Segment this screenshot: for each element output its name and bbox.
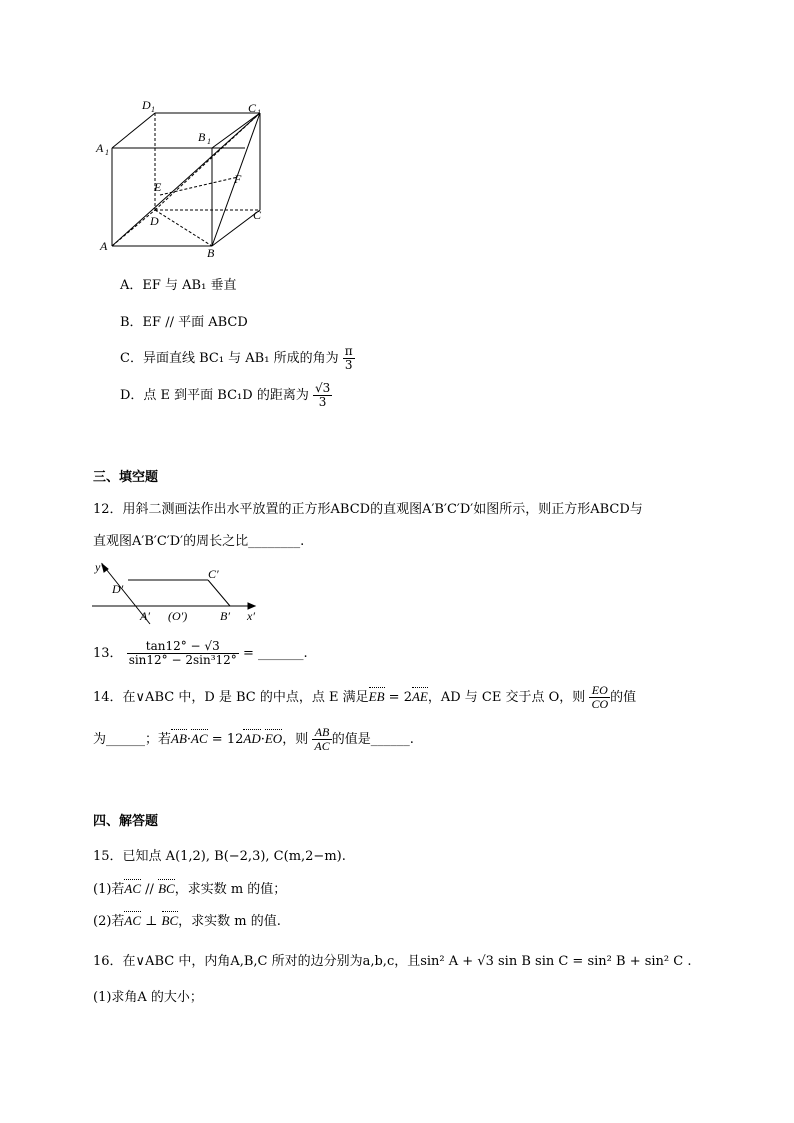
label-O-prime: (O′) xyxy=(168,609,188,623)
section-title-answer: 四、解答题 xyxy=(93,814,159,829)
q12-line1: 12．用斜二测画法作出水平放置的正方形ABCD的直观图A′B′C′D′如图所示，则正方形ABCD与 xyxy=(93,502,643,517)
label-B-prime: B′ xyxy=(220,609,230,623)
svg-text:1: 1 xyxy=(151,105,155,114)
q15-part2: (2)若AC ⊥ BC，求实数 m 的值. xyxy=(93,913,281,929)
label-y: y′ xyxy=(95,560,103,574)
q12-line2: 直观图A′B′C′D′的周长之比________. xyxy=(93,534,305,549)
label-A-prime: A′ xyxy=(140,609,150,623)
label-D-prime: D′ xyxy=(112,582,124,596)
label-A: A xyxy=(100,239,108,253)
option-c: C．异面直线 BC₁ 与 AB₁ 所成的角为 $\frac{\pi}{3}$ xyxy=(120,344,353,373)
label-C-prime: C′ xyxy=(208,567,219,581)
label-x: x′ xyxy=(247,609,255,623)
oblique-square-figure xyxy=(90,558,270,628)
label-D1: D xyxy=(142,98,151,112)
svg-text:1: 1 xyxy=(207,137,211,146)
option-b: B．EF // 平面 ABCD xyxy=(120,315,248,330)
q14-line2: 为______；若AB·AC = 12AD·EO，则 $\frac{AB}{AC}$ 的值是______. xyxy=(93,725,414,754)
cube-figure xyxy=(90,95,280,260)
label-B1: B xyxy=(198,130,206,144)
label-C: C xyxy=(253,208,262,222)
q15-part1: (1)若AC // BC，求实数 m 的值； xyxy=(93,881,287,897)
q14-line1: 14．在∨ABC 中，D 是 BC 的中点，点 E 满足EB = 2AE，AD 与 CE 交于点 O，则 $\frac{EO}{CO}$ 的值 xyxy=(93,683,637,712)
label-C1: C xyxy=(248,101,257,115)
q16-line: 16．在∨ABC 中，内角A,B,C 所对的边分别为a,b,c，且sin² A + √3 sin B sin C = sin² B + sin² C . xyxy=(93,954,692,969)
label-D: D xyxy=(150,214,159,228)
svg-text:1: 1 xyxy=(105,148,109,157)
section-title-fill-blank: 三、填空题 xyxy=(93,470,159,485)
q15-line: 15．已知点 A(1,2), B(−2,3), C(m,2−m). xyxy=(93,849,346,864)
option-a: A．EF 与 AB₁ 垂直 xyxy=(120,278,237,293)
svg-text:1: 1 xyxy=(257,108,261,117)
q16-part1: (1)求角A 的大小； xyxy=(93,990,203,1005)
label-A1: A xyxy=(96,141,104,155)
q13: 13． $\frac{\tan 12^\circ - √3}{\text{sin12° − 2sin³12°}}$ = _______. xyxy=(93,639,308,668)
option-d: D．点 E 到平面 BC₁D 的距离为 $\frac{√3}{3}$ xyxy=(120,381,331,410)
label-B: B xyxy=(207,246,215,260)
label-E: E xyxy=(154,180,162,194)
label-F: F xyxy=(234,172,242,186)
